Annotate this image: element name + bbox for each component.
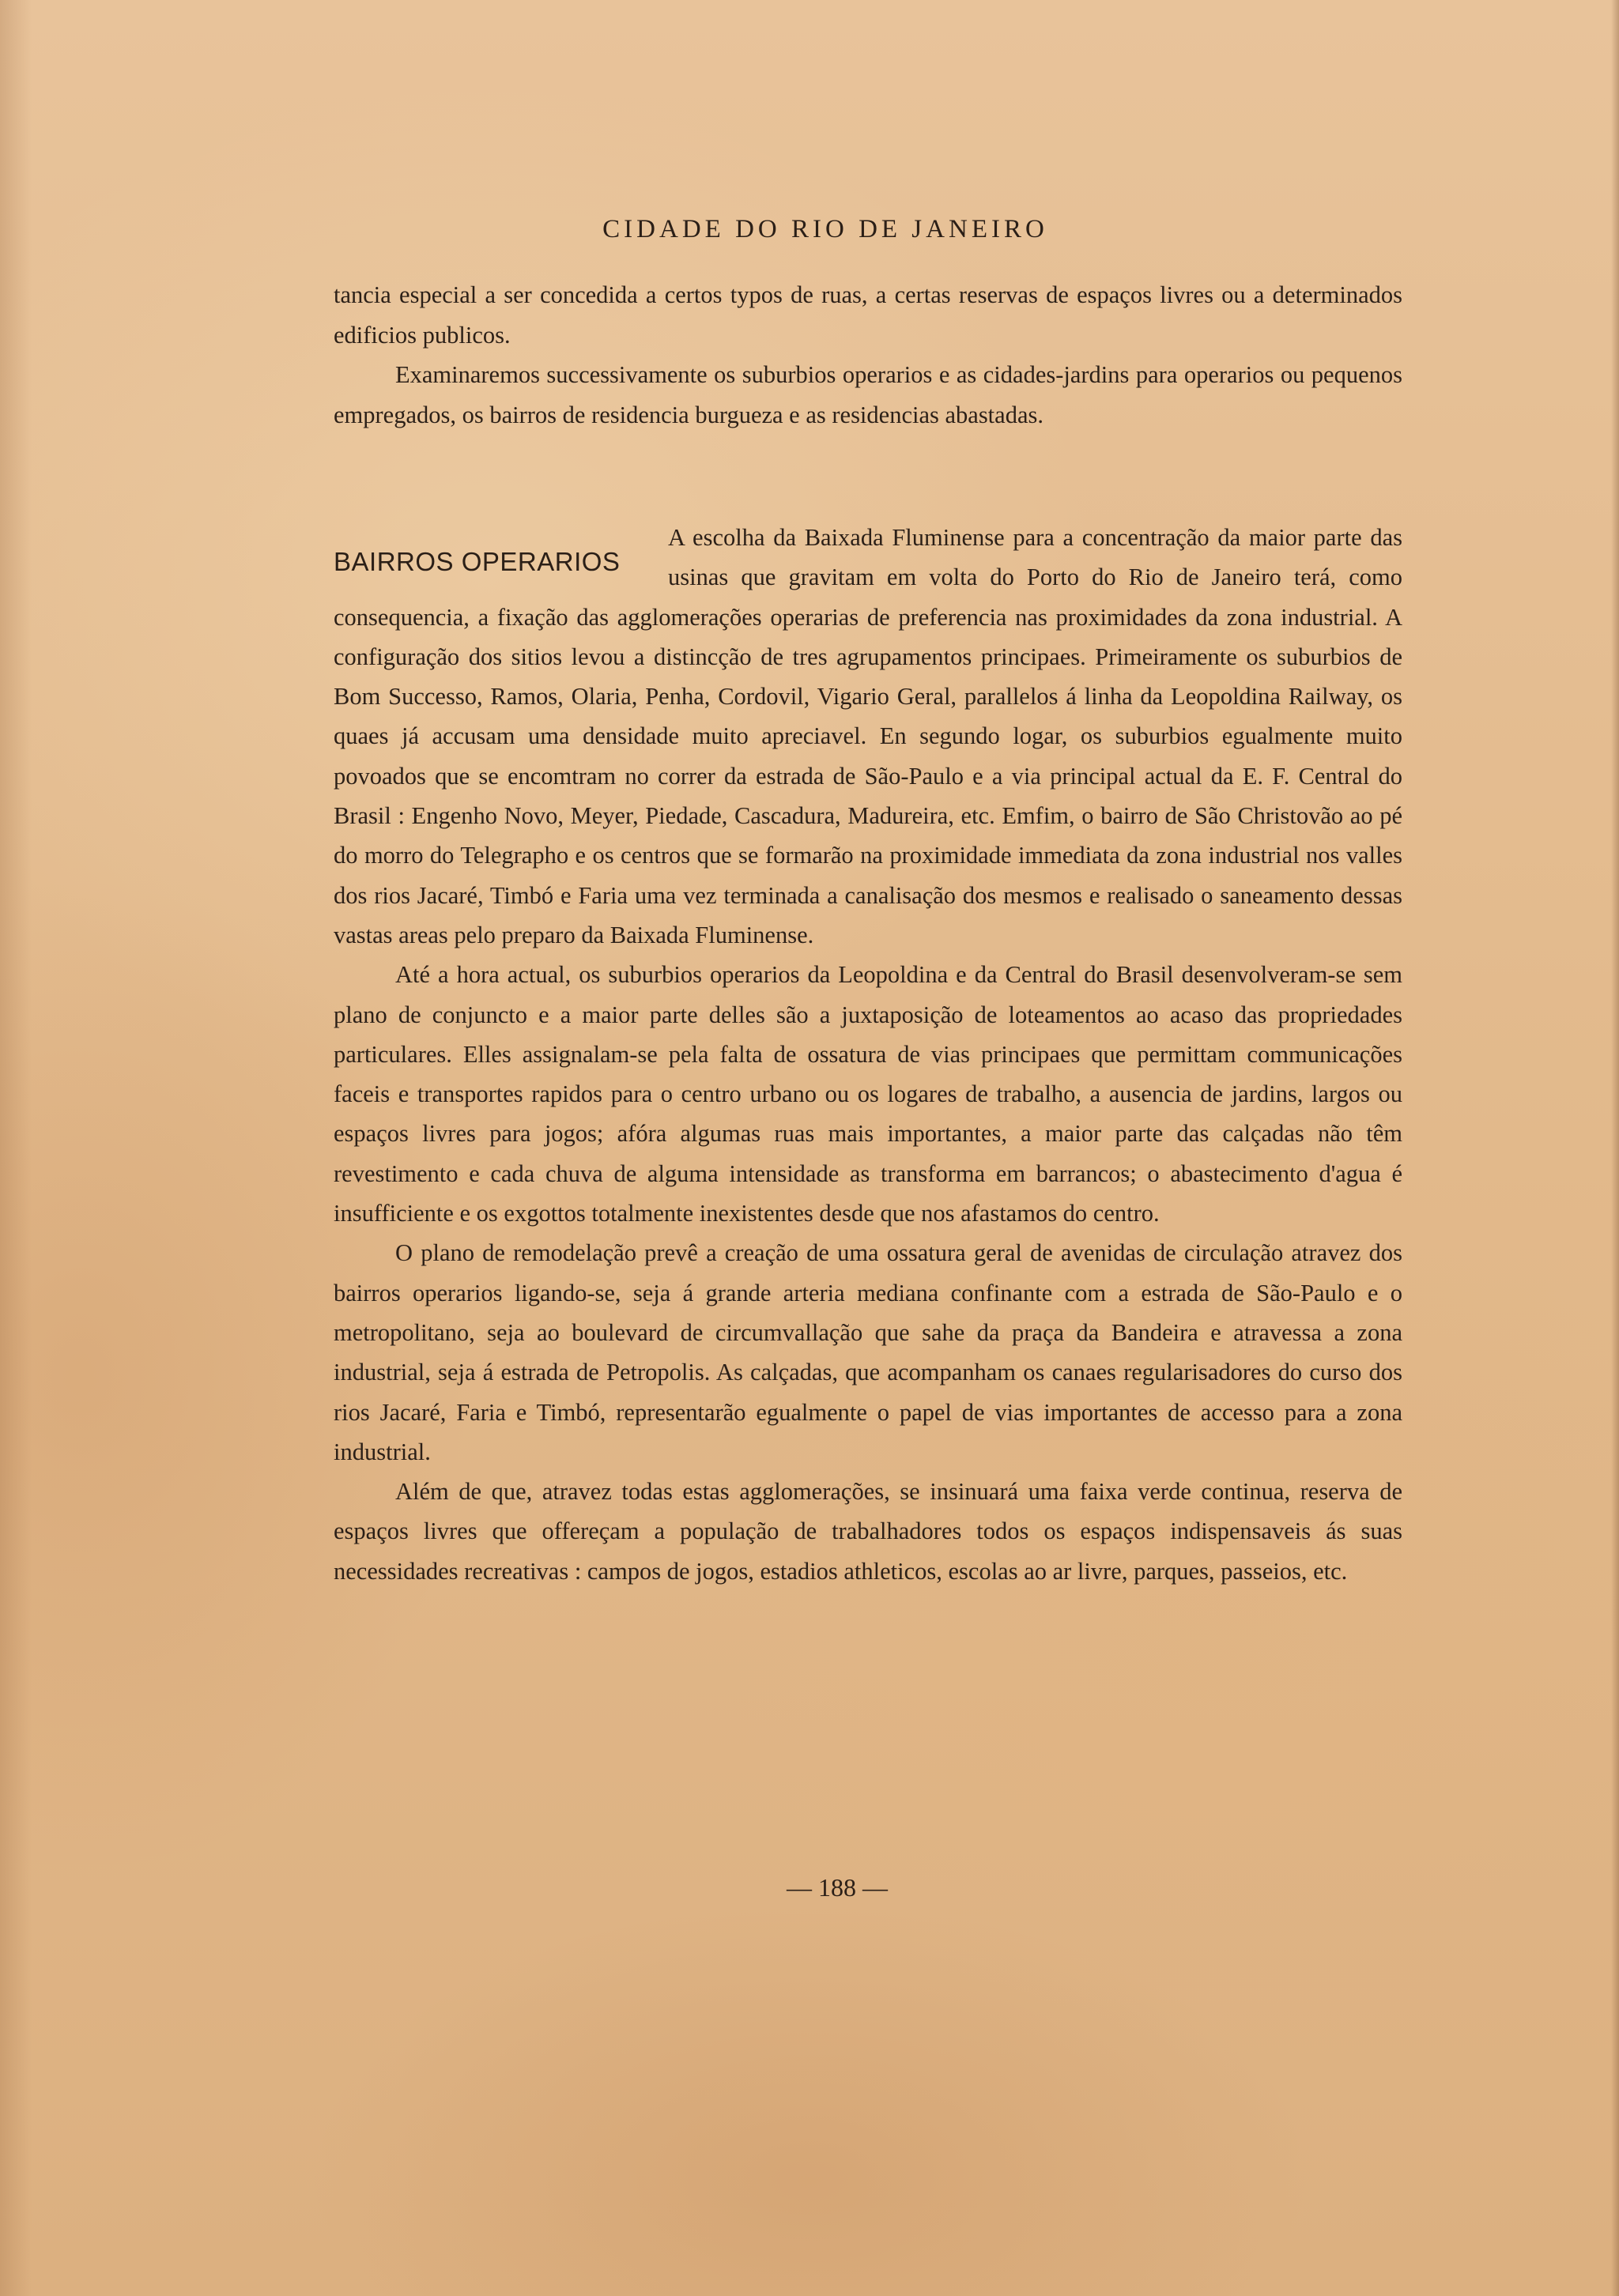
page-number: — 188 — xyxy=(787,1873,888,1902)
page-edge-shadow xyxy=(1611,0,1619,2296)
page-gutter-shadow xyxy=(0,0,32,2296)
intro-paragraph-2: Examinaremos successivamente os suburbios operarios e as cidades-jardins para operarios ou pequenos empregados, os bairros de residencia burgueza e as residencias abastadas. xyxy=(334,361,1402,428)
section-paragraph-4: Além de que, atravez todas estas agglomerações, se insinuará uma faixa verde continua, reserva de espaços livres que offereçam a população de trabalhadores todos os espaços indispensaveis ás suas necessidades recreativas : campos de jogos, estadios athleticos, escolas ao ar livre, parques, passeios, etc. xyxy=(334,1478,1402,1585)
section-heading: BAIRROS OPERARIOS xyxy=(334,547,621,576)
section-paragraph-1: A escolha da Baixada Fluminense para a concentração da maior parte das usinas que gravitam em volta do Porto do Rio de Janeiro terá, como consequencia, a fixação das agglomerações operarias de preferencia nas proximidades da zona industrial. A configuração dos sitios levou a distincção de tres agrupamentos principaes. Primeiramente os suburbios de Bom Successo, Ramos, Olaria, Penha, Cordovil, Vigario Geral, parallelos á linha da Leopoldina Railway, os quaes já accusam uma densidade muito apreciavel. En segundo logar, os suburbios egualmente muito povoados que se encomtram no correr da estrada de São-Paulo e a via principal actual da E. F. Central do Brasil : Engenho Novo, Meyer, Piedade, Cascadura, Madureira, etc. Emfim, o bairro de São Christovão ao pé do morro do Telegrapho e os centros que se formarão na proximidade immediata da zona industrial nos valles dos rios Jacaré, Timbó e Faria uma vez terminada a canalisação dos mesmos e realisado o saneamento dessas vastas areas pelo preparo da Baixada Fluminense. xyxy=(334,524,1402,948)
intro-paragraph-1: tancia especial a ser concedida a certos typos de ruas, a certas reservas de espaços livres ou a determinados edificios publicos. xyxy=(334,281,1402,349)
section-paragraph-2: Até a hora actual, os suburbios operarios da Leopoldina e da Central do Brasil desenvolveram-se sem plano de conjuncto e a maior parte delles são a juxtaposição de loteamentos ao acaso das propriedades particulares. Elles assignalam-se pela falta de ossatura de vias principaes que permittam communicações faceis e transportes rapidos para o centro urbano ou os logares de trabalho, a ausencia de jardins, largos ou espaços livres para jogos; afóra algumas ruas mais importantes, a maior parte das calçadas não têm revestimento e cada chuva de alguma intensidade as transforma em barrancos; o abastecimento d'agua é insufficiente e os exgottos totalmente inexistentes desde que nos afastamos do centro. xyxy=(334,961,1402,1227)
intro-text xyxy=(334,275,1402,435)
section-paragraph-3: O plano de remodelação prevê a creação de uma ossatura geral de avenidas de circulação atravez dos bairros operarios ligando-se, seja á grande arteria mediana confinante com a estrada de São-Paulo e o metropolitano, seja ao boulevard de circumvallação que sahe da praça da Bandeira e atravessa a zona industrial, seja á estrada de Petropolis. As calçadas, que acompanham os canaes regularisadores do curso dos rios Jacaré, Faria e Timbó, representarão egualmente o papel de vias importantes de accesso para a zona industrial. xyxy=(334,1239,1402,1465)
running-head: CIDADE DO RIO DE JANEIRO xyxy=(602,215,1048,243)
section-bairros-operarios xyxy=(334,518,1402,1591)
